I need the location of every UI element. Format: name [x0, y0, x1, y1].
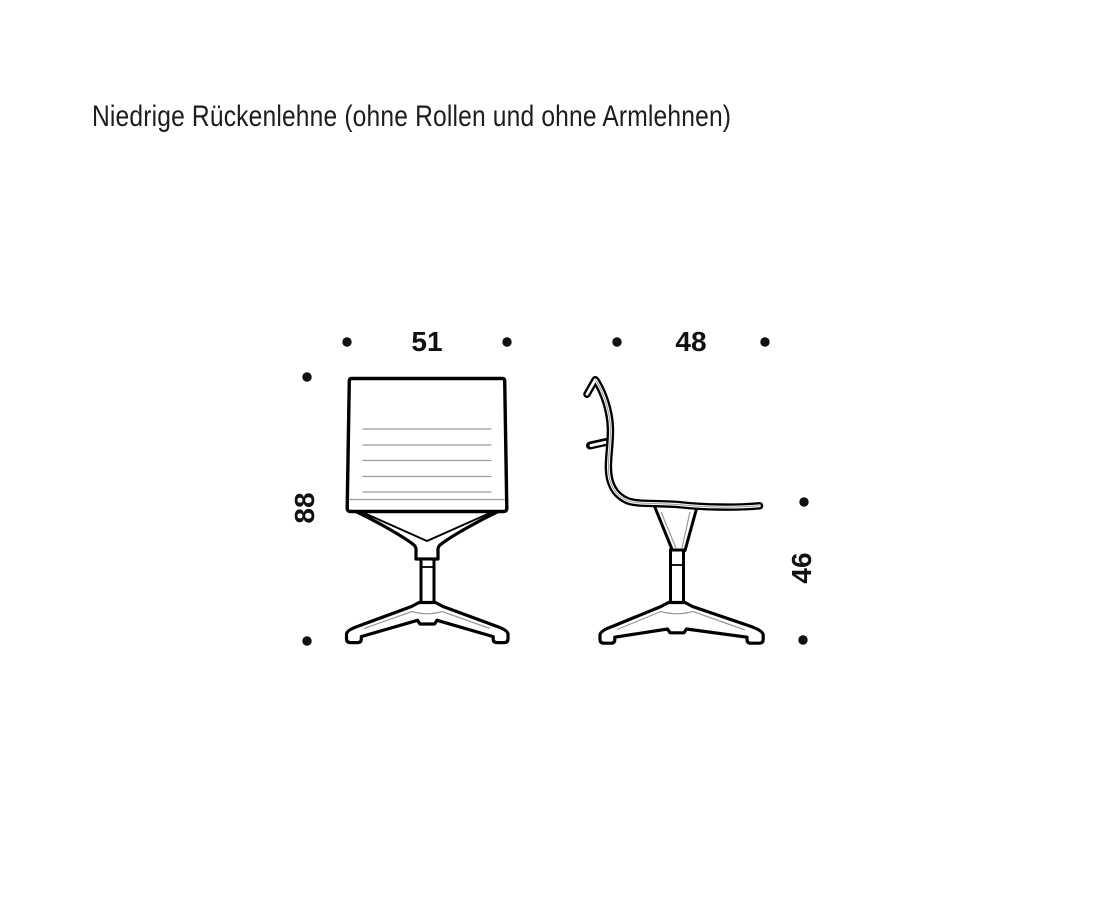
- side-depth-label: 48: [675, 326, 707, 357]
- dimension-dot: [798, 635, 807, 644]
- front-base: [347, 603, 509, 643]
- front-height-label: 88: [289, 492, 320, 524]
- dimension-dot: [302, 372, 311, 381]
- side-seat-mount: [654, 505, 697, 551]
- page-title: Niedrige Rückenlehne (ohne Rollen und ohne Armlehnen): [92, 100, 732, 133]
- dimension-dot: [799, 497, 808, 506]
- tilt-knob: [590, 442, 606, 446]
- side-base: [600, 603, 763, 644]
- dimension-dot: [302, 636, 311, 645]
- dimension-dot: [612, 337, 621, 346]
- front-width-label: 51: [411, 326, 443, 357]
- side-seat-height-label: 46: [786, 552, 817, 584]
- dimension-dot: [342, 337, 351, 346]
- side-column: [671, 550, 684, 607]
- side-view-drawing: [587, 380, 763, 643]
- front-view-drawing: [347, 379, 509, 643]
- side-back-and-seat: [587, 380, 760, 507]
- dimension-dot: [760, 337, 769, 346]
- dimension-dot: [502, 337, 511, 346]
